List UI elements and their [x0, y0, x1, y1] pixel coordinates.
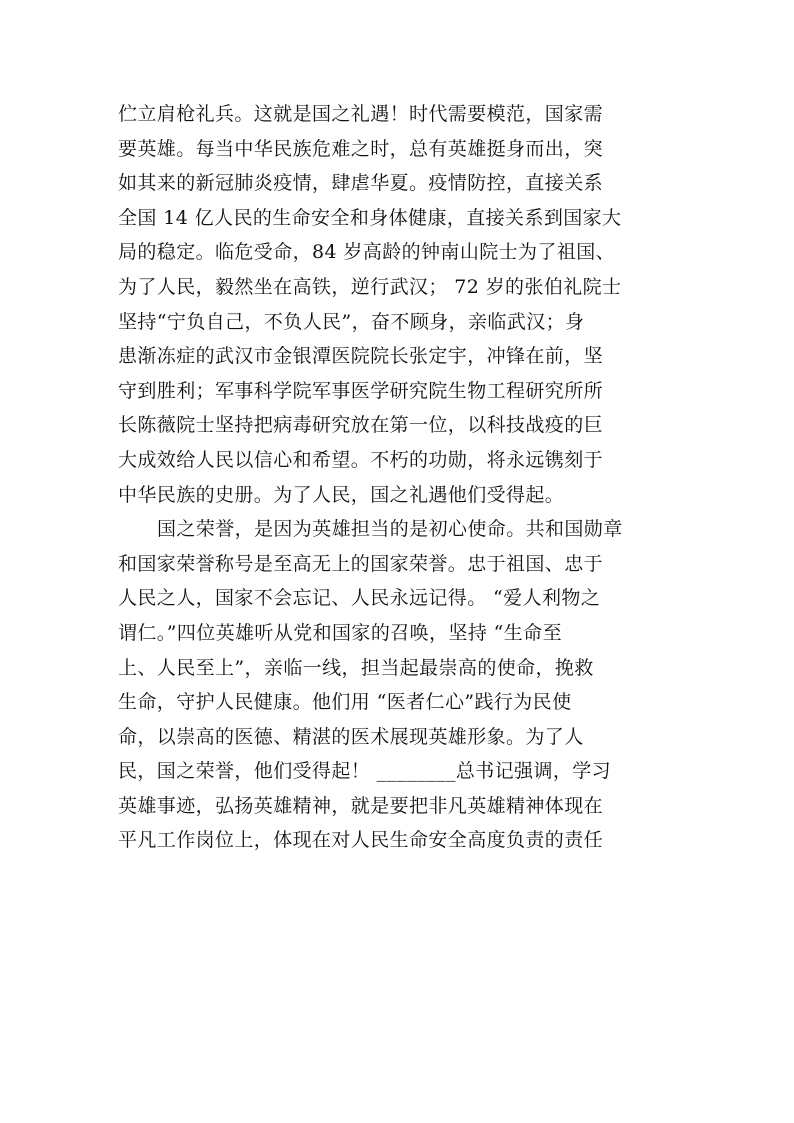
- paragraph-start-line: 国之荣誉，是因为英雄担当的是初心使命。共和国勋章: [157, 518, 623, 541]
- text-line: 守到胜利；军事科学院军事医学研究院生物工程研究所所: [118, 379, 604, 402]
- text-line: 中华民族的史册。为了人民，国之礼遇他们受得起。: [118, 483, 565, 506]
- text-line: 坚持“宁负自己，不负人民”，奋不顾身，亲临武汉；身: [118, 310, 585, 333]
- text-line: 局的稳定。临危受命，84 岁高龄的钟南山院士为了祖国、: [118, 241, 616, 264]
- text-line: 民，国之荣誉，他们受得起！ ________总书记强调，学习: [118, 760, 612, 783]
- text-line: 为了人民，毅然坐在高铁，逆行武汉； 72 岁的张伯礼院士: [118, 275, 622, 298]
- text-line: 患渐冻症的武汉市金银潭医院院长张定宇，冲锋在前，坚: [118, 345, 604, 368]
- text-line: 长陈薇院士坚持把病毒研究放在第一位，以科技战疫的巨: [118, 414, 604, 437]
- text-line: 生命，守护人民健康。他们用 “医者仁心”践行为民使: [118, 691, 572, 714]
- text-line: 大成效给人民以信心和希望。不朽的功勋，将永远镌刻于: [118, 448, 604, 471]
- text-line: 谓仁。”四位英雄听从党和国家的召唤，坚持 “生命至: [118, 621, 562, 644]
- text-line: 和国家荣誉称号是至高无上的国家荣誉。忠于祖国、忠于: [118, 552, 604, 575]
- text-line: 平凡工作岗位上，体现在对人民生命安全高度负责的责任: [118, 829, 604, 852]
- text-line: 要英雄。每当中华民族危难之时，总有英雄挺身而出，突: [118, 137, 604, 160]
- text-line: 全国 14 亿人民的生命安全和身体健康，直接关系到国家大: [118, 206, 622, 229]
- text-line: 上、人民至上”，亲临一线，担当起最崇高的使命，挽救: [118, 656, 594, 679]
- text-line: 如其来的新冠肺炎疫情，肆虐华夏。疫情防控，直接关系: [118, 172, 604, 195]
- body-text: [118, 97, 678, 858]
- text-line: 命，以崇高的医德、精湛的医术展现英雄形象。为了人: [118, 725, 584, 748]
- text-line: 伫立肩枪礼兵。这就是国之礼遇！时代需要模范，国家需: [118, 103, 604, 125]
- text-line: 英雄事迹，弘扬英雄精神，就是要把非凡英雄精神体现在: [118, 794, 604, 817]
- text-line: 人民之人，国家不会忘记、人民永远记得。 “爱人利物之: [118, 587, 601, 610]
